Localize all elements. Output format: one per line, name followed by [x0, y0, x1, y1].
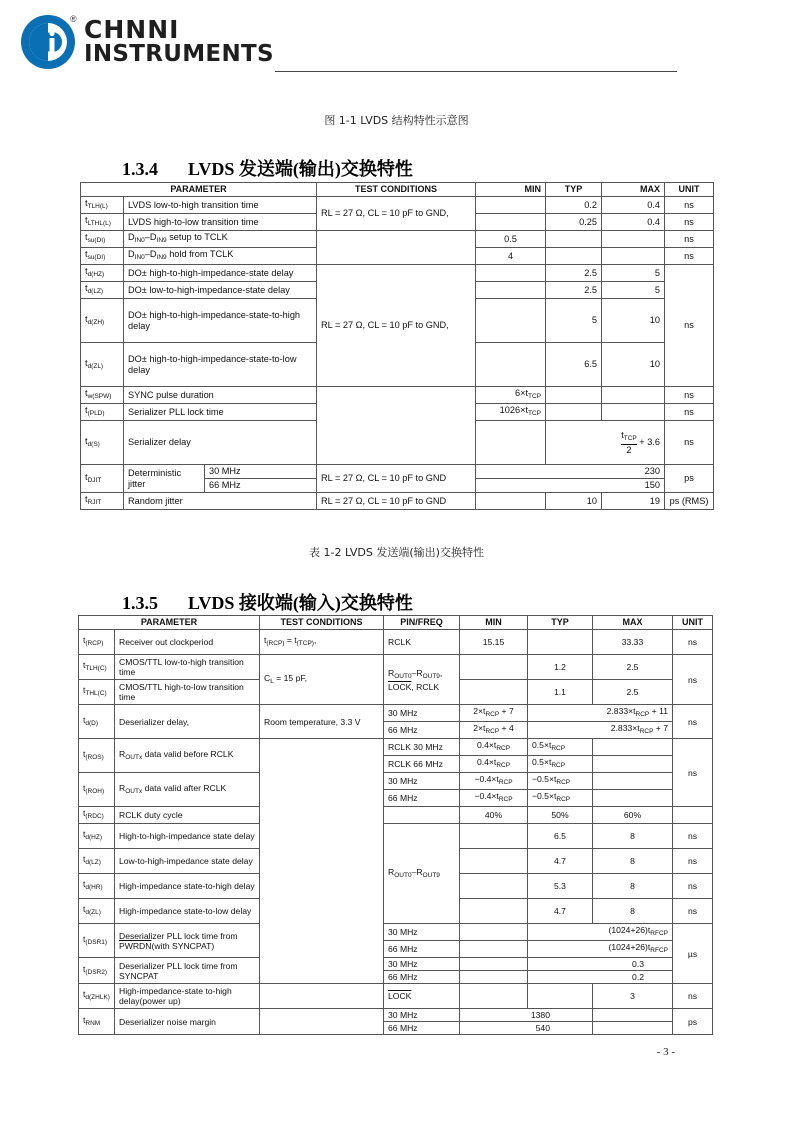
table-caption: 表 1-2 LVDS 发送端(输出)交换特性 [309, 546, 484, 559]
header-pin-freq: PIN/FREQ [384, 616, 460, 630]
header-typ: TYP [546, 183, 602, 197]
table-row [79, 630, 713, 655]
table-row [79, 924, 713, 941]
min-value: 4 [476, 248, 546, 265]
max-value [593, 756, 673, 773]
section-title: LVDS 接收端(输入)交换特性 [188, 593, 413, 613]
min-value: $2\times t_{RCP} + 4$ [460, 722, 528, 739]
max-value: 60% [593, 807, 673, 824]
symbol: $t_{(RCP)}$ [79, 630, 115, 655]
typ-value: 4.7 [528, 899, 593, 924]
min-value [460, 680, 528, 705]
test-condition: RL = 27 Ω, CL = 10 pF to GND, [317, 197, 476, 231]
max-value: 0.4 [602, 214, 665, 231]
description: SYNC pulse duration [124, 387, 317, 404]
symbol: $t_{TLH(C)}$ [79, 655, 115, 680]
description: Serializer delay [124, 421, 317, 465]
max-value: $2.833\times t_{RCP} + 7$ [528, 722, 673, 739]
max-value: 8 [593, 824, 673, 849]
unit-value: ns [665, 421, 714, 465]
table-header-row [81, 183, 714, 197]
symbol: $t_{d(S)}$ [81, 421, 124, 465]
min-value: $-0.4\times t_{RCP}$ [460, 773, 528, 790]
table-row [79, 807, 713, 824]
table-row [81, 465, 714, 479]
table-row [79, 984, 713, 1009]
unit-value: ps [673, 1009, 713, 1035]
unit-value: ns [665, 214, 714, 231]
symbol: $t_{w(SPW)}$ [81, 387, 124, 404]
test-condition: RL = 27 Ω, CL = 10 pF to GND [317, 465, 476, 493]
min-value: $2\times t_{RCP} + 7$ [460, 705, 528, 722]
min-value [476, 282, 546, 299]
header-test-conditions: TEST CONDITIONS [260, 616, 384, 630]
min-value [460, 849, 528, 874]
test-condition: RL = 27 Ω, CL = 10 pF to GND, [317, 265, 476, 387]
header-parameter: PARAMETER [81, 183, 317, 197]
symbol: $t_{d(ZL)}$ [81, 343, 124, 387]
header-rule [275, 71, 677, 72]
max-value: 5 [602, 282, 665, 299]
symbol: $t_{d(LZ)}$ [79, 849, 115, 874]
max-value: 150 [476, 479, 665, 493]
unit-value: ns [665, 265, 714, 387]
frequency: 30 MHz [205, 465, 317, 479]
max-value [602, 248, 665, 265]
header-max: MAX [593, 616, 673, 630]
lock-pin: LOCK [388, 991, 412, 1001]
pin-freq: 30 MHz [384, 958, 460, 971]
max-value: 0.4 [602, 197, 665, 214]
table-row [79, 739, 713, 756]
header-unit: UNIT [665, 183, 714, 197]
symbol: $t_{(ROS)}$ [79, 739, 115, 773]
max-value [593, 1009, 673, 1022]
symbol: $t_{(DSR1)}$ [79, 924, 115, 958]
page-number: - 3 - [656, 1046, 675, 1058]
min-value: $1026\times t_{TCP}$ [476, 404, 546, 421]
typ-value [546, 231, 602, 248]
max-value: $2.833\times t_{RCP} + 11$ [528, 705, 673, 722]
unit-value: ns [665, 248, 714, 265]
description: $R_{OUTx}$ data valid after RCLK [115, 773, 260, 807]
max-value: 8 [593, 849, 673, 874]
symbol: $t_{d(D)}$ [79, 705, 115, 739]
description: High-impedance state-to-high delay [115, 874, 260, 899]
min-value [460, 958, 528, 971]
table-row [79, 655, 713, 680]
description: DO± high-to-high-impedance-state-to-high delay [124, 299, 317, 343]
max-value: 3 [593, 984, 673, 1009]
symbol: $t_{d(HR)}$ [79, 874, 115, 899]
description: Receiver out clockperiod [115, 630, 260, 655]
max-value: 0.3 [528, 958, 673, 971]
unit-value: ps (RMS) [665, 493, 714, 510]
section-number: 1.3.4 [122, 159, 158, 179]
unit-value: ns [673, 705, 713, 739]
table-row [79, 705, 713, 722]
table-row [79, 824, 713, 849]
description: $D_{IN0}-D_{IN9}$ hold from TCLK [124, 248, 317, 265]
unit-value: ns [665, 231, 714, 248]
symbol: $t_{d(HZ)}$ [81, 265, 124, 282]
transmitter-switching-table [80, 182, 714, 510]
max-value: 2.5 [593, 655, 673, 680]
test-condition-empty [317, 387, 476, 465]
symbol: $t_{d(HZ)}$ [79, 824, 115, 849]
test-condition-empty [260, 1009, 384, 1035]
max-value [602, 387, 665, 404]
unit-value: ns [665, 387, 714, 404]
unit-value: µs [673, 924, 713, 984]
max-value: 0.2 [528, 971, 673, 984]
typ-value: 1.1 [528, 680, 593, 705]
max-value: 230 [476, 465, 665, 479]
min-value [460, 899, 528, 924]
symbol: $t_{d(ZHLK)}$ [79, 984, 115, 1009]
max-value: $(1024+26)t_{RFCP}$ [528, 924, 673, 941]
max-value: 10 [602, 343, 665, 387]
test-condition: RL = 27 Ω, CL = 10 pF to GND [317, 493, 476, 510]
pin-freq: 30 MHz [384, 705, 460, 722]
description: DO± high-to-high-impedance-state-to-low delay [124, 343, 317, 387]
pin-freq: 30 MHz [384, 773, 460, 790]
symbol: $t_{d(LZ)}$ [81, 282, 124, 299]
description: Random jitter [124, 493, 317, 510]
min-value [476, 197, 546, 214]
typ-value: $-0.5\times t_{RCP}$ [528, 773, 593, 790]
typ-value: 2.5 [546, 265, 602, 282]
pin-freq: 66 MHz [384, 1022, 460, 1035]
symbol: $t_{(ROH)}$ [79, 773, 115, 807]
symbol: $t_{su(DI)}$ [81, 231, 124, 248]
min-value: $0.4\times t_{RCP}$ [460, 756, 528, 773]
typ-value: 0.2 [546, 197, 602, 214]
table-row [79, 773, 713, 790]
max-value: 2.5 [593, 680, 673, 705]
unit-value: ns [673, 824, 713, 849]
typ-value [546, 387, 602, 404]
table-row [81, 387, 714, 404]
min-value [460, 971, 528, 984]
pin-freq: $R_{OUT0}-R_{OUT9}$, LOCK, RCLK [384, 655, 460, 705]
min-value [460, 874, 528, 899]
unit-value: ns [673, 739, 713, 807]
company-logo-icon [20, 14, 76, 70]
pin-freq: 30 MHz [384, 924, 460, 941]
typ-value: $0.5\times t_{RCP}$ [528, 756, 593, 773]
unit-value: ns [673, 655, 713, 705]
table-row [79, 958, 713, 971]
unit-value: ns [673, 630, 713, 655]
description: DO± high-to-high-impedance-state delay [124, 265, 317, 282]
pin-freq: 30 MHz [384, 1009, 460, 1022]
description: Low-to-high-impedance state delay [115, 849, 260, 874]
unit-value [673, 807, 713, 824]
symbol: $t_{THL(C)}$ [79, 680, 115, 705]
unit-value: ns [665, 197, 714, 214]
pin-freq: 66 MHz [384, 941, 460, 958]
table-row [79, 1009, 713, 1022]
symbol: $t_{LTHL(L)}$ [81, 214, 124, 231]
max-value [593, 790, 673, 807]
test-condition-empty [317, 231, 476, 265]
pin-freq: RCLK 66 MHz [384, 756, 460, 773]
description: Deterministic jitter [124, 465, 205, 493]
description: Deserializer PLL lock time from PWRDN(with SYNCPAT) [115, 924, 260, 958]
typ-value: 1380 [460, 1009, 593, 1022]
min-value [476, 214, 546, 231]
min-value: 15.15 [460, 630, 528, 655]
min-value [460, 984, 528, 1009]
symbol: $t_{RJIT}$ [81, 493, 124, 510]
header-max: MAX [602, 183, 665, 197]
typ-value: 6.5 [546, 343, 602, 387]
typ-value: 5 [546, 299, 602, 343]
unit-value: ns [665, 404, 714, 421]
symbol: $t_{(PLD)}$ [81, 404, 124, 421]
max-value [602, 231, 665, 248]
header-min: MIN [460, 616, 528, 630]
symbol: $t_{DJIT}$ [81, 465, 124, 493]
max-value: 8 [593, 899, 673, 924]
typ-value: 50% [528, 807, 593, 824]
description: DO± low-to-high-impedance-state delay [124, 282, 317, 299]
min-value: 0.5 [476, 231, 546, 248]
brand-line-2: INSTRUMENTS [84, 41, 274, 67]
pin-freq: RCLK 30 MHz [384, 739, 460, 756]
typ-value: $-0.5\times t_{RCP}$ [528, 790, 593, 807]
typ-value: 4.7 [528, 849, 593, 874]
description: $R_{OUTx}$ data valid before RCLK [115, 739, 260, 773]
min-value [476, 265, 546, 282]
pin-freq: 66 MHz [384, 790, 460, 807]
max-value [602, 404, 665, 421]
typ-value: 1.2 [528, 655, 593, 680]
header-test-conditions: TEST CONDITIONS [317, 183, 476, 197]
pin-freq [384, 807, 460, 824]
typ-value: 540 [460, 1022, 593, 1035]
test-condition: $C_L = 15$ pF, [260, 655, 384, 705]
max-value: 10 [602, 299, 665, 343]
max-value: $(1024+26)t_{RFCP}$ [528, 941, 673, 958]
table-row [81, 265, 714, 282]
header-min: MIN [476, 183, 546, 197]
header-parameter: PARAMETER [79, 616, 260, 630]
max-value: 5 [602, 265, 665, 282]
brand-name [84, 15, 274, 67]
max-value: 8 [593, 874, 673, 899]
description: Deserializer PLL lock time from SYNCPAT [115, 958, 260, 984]
symbol: $t_{TLH(L)}$ [81, 197, 124, 214]
max-value [593, 773, 673, 790]
table-row [81, 493, 714, 510]
pin-freq: 66 MHz [384, 971, 460, 984]
description: High-impedance-state to-high delay(power up) [115, 984, 260, 1009]
max-value: 33.33 [593, 630, 673, 655]
test-condition-empty [260, 824, 384, 984]
header-unit: UNIT [673, 616, 713, 630]
unit-value: ns [673, 849, 713, 874]
min-value [476, 493, 546, 510]
test-condition-empty [260, 739, 384, 824]
header-typ: TYP [528, 616, 593, 630]
typ-value [546, 248, 602, 265]
receiver-switching-table [78, 615, 713, 1035]
unit-value: ps [665, 465, 714, 493]
min-value [460, 941, 528, 958]
symbol: $t_{d(ZL)}$ [79, 899, 115, 924]
min-value [460, 824, 528, 849]
section-heading-134 [122, 155, 413, 181]
typ-value: 0.25 [546, 214, 602, 231]
min-value [460, 924, 528, 941]
brand-line-1: CHNNI [84, 15, 180, 44]
min-value: $6\times t_{TCP}$ [476, 387, 546, 404]
description: High-impedance state-to-low delay [115, 899, 260, 924]
min-value: 40% [460, 807, 528, 824]
typ-value: $0.5\times t_{RCP}$ [528, 739, 593, 756]
pin-freq: RCLK [384, 630, 460, 655]
figure-caption: 图 1-1 LVDS 结构特性示意图 [324, 114, 469, 127]
symbol: $t_{d(ZH)}$ [81, 299, 124, 343]
min-value [476, 421, 546, 465]
description: Deserializer noise margin [115, 1009, 260, 1035]
description: LVDS high-to-low transition time [124, 214, 317, 231]
typ-value: 2.5 [546, 282, 602, 299]
symbol: $t_{su(DI)}$ [81, 248, 124, 265]
test-condition-empty [260, 984, 384, 1009]
typ-value [528, 630, 593, 655]
section-heading-135 [122, 589, 413, 615]
table-row [81, 197, 714, 214]
typ-value: 6.5 [528, 824, 593, 849]
min-value: $-0.4\times t_{RCP}$ [460, 790, 528, 807]
description: Serializer PLL lock time [124, 404, 317, 421]
test-condition: Room temperature, 3.3 V [260, 705, 384, 739]
description: LVDS low-to-high transition time [124, 197, 317, 214]
symbol: $t_{RNM}$ [79, 1009, 115, 1035]
symbol: $t_{(DSR2)}$ [79, 958, 115, 984]
symbol: $t_{(RDC)}$ [79, 807, 115, 824]
max-value [593, 739, 673, 756]
section-number: 1.3.5 [122, 593, 158, 613]
description: Deserializer delay, [115, 705, 260, 739]
unit-value: ns [673, 899, 713, 924]
pin-freq: $R_{OUT0}-R_{OUT9}$ [384, 824, 460, 924]
registered-mark: ® [70, 14, 77, 24]
section-title: LVDS 发送端(输出)交换特性 [188, 159, 413, 179]
typ-value: 10 [546, 493, 602, 510]
min-value [476, 343, 546, 387]
description: CMOS/TTL low-to-high transition time [115, 655, 260, 680]
min-value [476, 299, 546, 343]
typ-value [546, 404, 602, 421]
max-value [593, 1022, 673, 1035]
max-value: 19 [602, 493, 665, 510]
description: CMOS/TTL high-to-low transition time [115, 680, 260, 705]
pin-freq [384, 984, 460, 1009]
pin-freq: 66 MHz [384, 722, 460, 739]
table-row [81, 231, 714, 248]
unit-value: ns [673, 874, 713, 899]
description: High-to-high-impedance state delay [115, 824, 260, 849]
description: $D_{IN0}-D_{IN9}$ setup to TCLK [124, 231, 317, 248]
table-header-row [79, 616, 713, 630]
min-value: $0.4\times t_{RCP}$ [460, 739, 528, 756]
max-value: $t_{TCP}$ 2 + 3.6 [546, 421, 665, 465]
unit-value: ns [673, 984, 713, 1009]
typ-value [528, 984, 593, 1009]
typ-value: 5.3 [528, 874, 593, 899]
min-value [460, 655, 528, 680]
frequency: 66 MHz [205, 479, 317, 493]
description: RCLK duty cycle [115, 807, 260, 824]
test-condition: $t_{(RCP)} = t_{(TCP)}$, [260, 630, 384, 655]
